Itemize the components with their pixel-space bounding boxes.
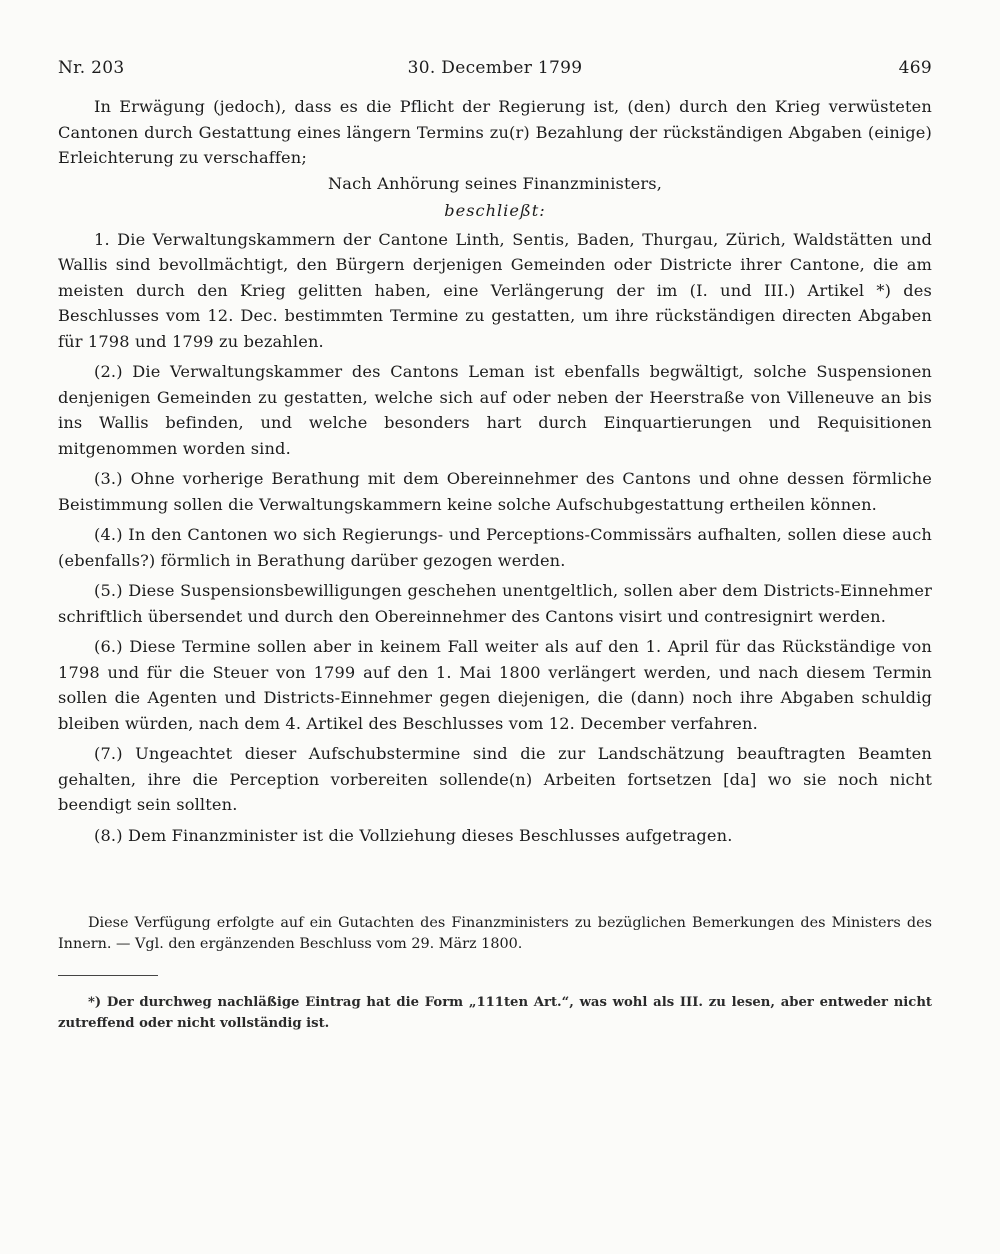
editorial-note bbox=[58, 913, 932, 955]
article-6: (6.) Diese Termine sollen aber in keinem Fall weiter als auf den 1. April für das Rückständige von 1798 und für die Steuer von 1799 auf den 1. Mai 1800 verlängert werden, und nach diesem Termin sollen die Agenten und Districts-Einnehmer gegen diejenigen, die (dann) noch ihre Abgaben schuldig bleiben würden, nach dem 4. Artikel des Beschlusses vom 12. December verfahren. bbox=[58, 637, 932, 733]
intro-paragraph: In Erwägung (jedoch), dass es die Pflicht der Regierung ist, (den) durch den Krieg verwüsteten Cantonen durch Gestattung eines längern Termins zu(r) Bezahlung der rückständigen Abgaben (einige) Erleichterung zu verschaffen; bbox=[58, 97, 932, 167]
document-number: Nr. 203 bbox=[58, 58, 125, 78]
hearing-line: Nach Anhörung seines Finanzministers, bbox=[327, 173, 663, 193]
article-1: 1. Die Verwaltungskammern der Cantone Linth, Sentis, Baden, Thurgau, Zürich, Waldstätten und Wallis sind bevollmächtigt, den Bürgern derjenigen Gemeinden oder Districte ihrer Cantone, die am meisten durch den Krieg gelitten haben, eine Verlängerung der im (I. und III.) Artikel *) des Beschlusses vom 12. Dec. bestimmten Termine zu gestatten, um ihre rückständigen directen Abgaben für 1798 und 1799 zu bezahlen. bbox=[58, 229, 932, 351]
article-7: (7.) Ungeachtet dieser Aufschubstermine sind die zur Landschätzung beauftragten Beamten gehalten, ihre die Perception vorbereiten sollende(n) Arbeiten fortsetzen [da] wo sie noch nicht beendigt sein sollten. bbox=[58, 744, 932, 814]
article-5: (5.) Diese Suspensionsbewilligungen geschehen unentgeltlich, sollen aber dem Districts-Einnehmer schriftlich übersendet und durch den Obereinnehmer des Cantons visirt und contresignirt werden. bbox=[58, 581, 932, 626]
article-4: (4.) In den Cantonen wo sich Regierungs- und Perceptions-Commissärs aufhalten, sollen diese auch (ebenfalls?) förmlich in Berathung darüber gezogen werden. bbox=[58, 525, 932, 570]
page-header bbox=[58, 58, 932, 82]
article-8: (8.) Dem Finanzminister ist die Vollziehung dieses Beschlusses aufgetragen. bbox=[94, 825, 733, 845]
document-body bbox=[58, 94, 932, 848]
page-number: 469 bbox=[898, 58, 932, 78]
footnote bbox=[58, 992, 932, 1034]
article-3: (3.) Ohne vorherige Berathung mit dem Obereinnehmer des Cantons und ohne dessen förmliche Beistimmung sollen die Verwaltungskammern keine solche Aufschubgestattung ertheilen können. bbox=[58, 469, 932, 514]
document-date: 30. December 1799 bbox=[407, 58, 583, 78]
footnote-divider bbox=[58, 975, 158, 976]
resolution-heading: beschließt: bbox=[444, 201, 546, 220]
footnote-text: *) Der durchweg nachläßige Eintrag hat die Form „111ten Art.“, was wohl als III. zu lesen, aber entweder nicht zutreffend oder nicht vollständig ist. bbox=[58, 995, 932, 1031]
article-2: (2.) Die Verwaltungskammer des Cantons Leman ist ebenfalls begwältigt, solche Suspensionen denjenigen Gemeinden zu gestatten, welche sich auf oder neben der Heerstraße von Villeneuve an bis ins Wallis befinden, und welche besonders hart durch Einquartierungen und Requisitionen mitgenommen worden sind. bbox=[58, 362, 932, 458]
editorial-note-text: Diese Verfügung erfolgte auf ein Gutachten des Finanzministers zu bezüglichen Bemerkungen des Ministers des Innern. — Vgl. den ergänzenden Beschluss vom 29. März 1800. bbox=[58, 915, 932, 952]
